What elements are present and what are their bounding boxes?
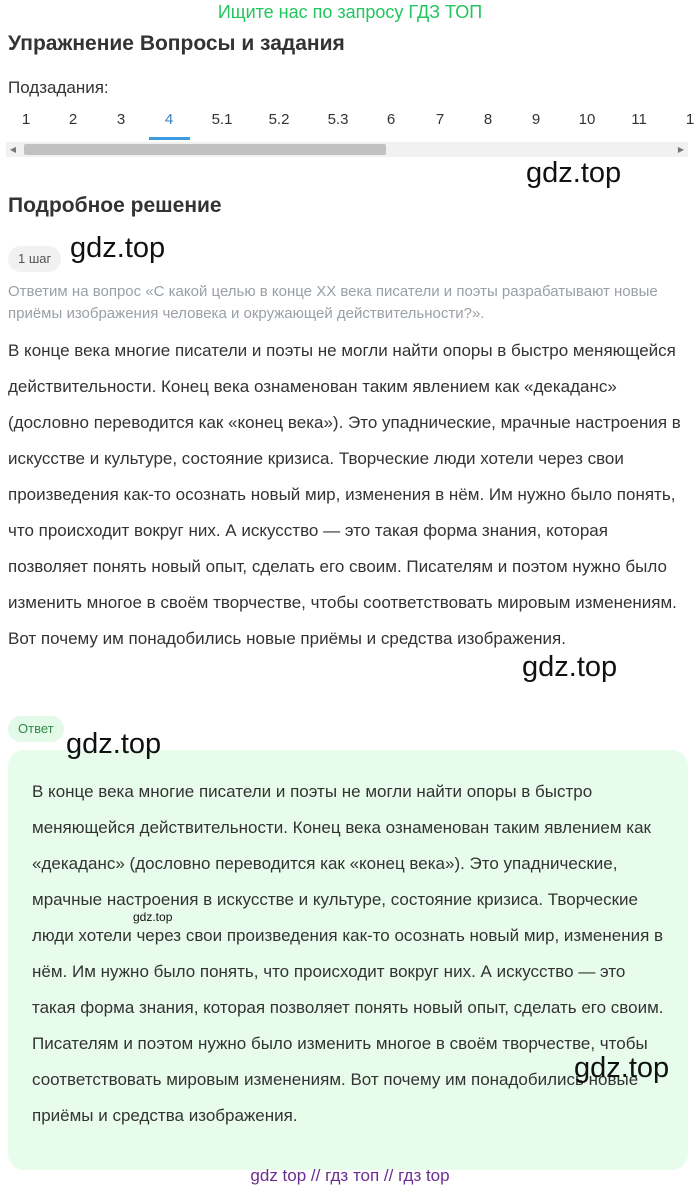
- watermark: gdz.top: [66, 728, 162, 760]
- watermark: gdz.top: [522, 651, 618, 683]
- answer-box: [8, 750, 688, 1170]
- subtasks-label: Подзадания:: [8, 78, 109, 97]
- solution-text: В конце века многие писатели и поэты не могли найти опоры в быстро меняющейся действительности. Конец века ознаменован таким явлением как «декаданс» (дословно переводится как «конец века»). Это упаднические, мрачные настроения в искусстве и культуре, состояние кризиса. Творческие люди хотели через свои произведения как-то осознать новый мир, изменения в нём. Им нужно было понять, что происходит вокруг них. А искусство — это такая форма знания, которая позволяет понять новый опыт, сделать его своим. Писателям и поэтом нужно было изменить многое в своём творчестве, чтобы соответствовать мировым изменениям. Вот почему им понадобились новые приёмы и средства изображения.: [8, 341, 681, 648]
- scroll-left-arrow-icon[interactable]: ◀: [9, 145, 17, 154]
- scroll-right-arrow-icon[interactable]: ▶: [677, 145, 685, 154]
- question-text: Ответим на вопрос «С какой целью в конце XX века писатели и поэты разрабатывают новые приёмы изображения человека и окружающей действительности?».: [8, 283, 658, 322]
- tab-1[interactable]: 1: [21, 111, 31, 128]
- scroll-thumb[interactable]: [24, 144, 386, 155]
- watermark: gdz.top: [526, 157, 622, 189]
- watermark: gdz.top: [574, 1052, 670, 1084]
- solution-title: Подробное решение: [8, 194, 222, 217]
- tab-11[interactable]: 11: [631, 111, 647, 128]
- top-banner[interactable]: Ищите нас по запросу ГДЗ ТОП: [217, 2, 483, 22]
- tabs-scrollbar[interactable]: [6, 142, 688, 157]
- tab-12-partial[interactable]: 1: [685, 111, 695, 128]
- tab-5-2[interactable]: 5.2: [268, 111, 290, 128]
- tab-6[interactable]: 6: [386, 111, 396, 128]
- step-badge: 1 шаг: [8, 246, 61, 272]
- tab-4[interactable]: 4: [164, 111, 174, 128]
- watermark: gdz.top: [133, 910, 173, 924]
- tab-3[interactable]: 3: [116, 111, 126, 128]
- watermark: gdz.top: [70, 232, 166, 264]
- answer-badge: Ответ: [8, 716, 64, 742]
- tab-5-3[interactable]: 5.3: [327, 111, 349, 128]
- tab-7[interactable]: 7: [435, 111, 445, 128]
- active-tab-indicator: [149, 137, 190, 140]
- subtask-tabs: [0, 108, 700, 142]
- tab-5-1[interactable]: 5.1: [211, 111, 233, 128]
- tab-2[interactable]: 2: [68, 111, 78, 128]
- footer-links[interactable]: gdz top // гдз топ // гдз top: [250, 1166, 450, 1185]
- exercise-title: Упражнение Вопросы и задания: [8, 32, 345, 55]
- tab-9[interactable]: 9: [531, 111, 541, 128]
- tab-8[interactable]: 8: [483, 111, 493, 128]
- answer-text: В конце века многие писатели и поэты не могли найти опоры в быстро меняющейся действительности. Конец века ознаменован таким явлением как «декаданс» (дословно переводится как «конец века»). Это упаднические, мрачные настроения в искусстве и культуре, состояние кризиса. Творческие люди хотели через свои произведения как-то осознать новый мир, изменения в нём. Им нужно было понять, что происходит вокруг них. А искусство — это такая форма знания, которая позволяет понять новый опыт, сделать его своим. Писателям и поэтом нужно было изменить многое в своём творчестве, чтобы соответствовать мировым изменениям. Вот почему им понадобились новые приёмы и средства изображения.: [32, 782, 664, 1125]
- tab-10[interactable]: 10: [578, 111, 596, 128]
